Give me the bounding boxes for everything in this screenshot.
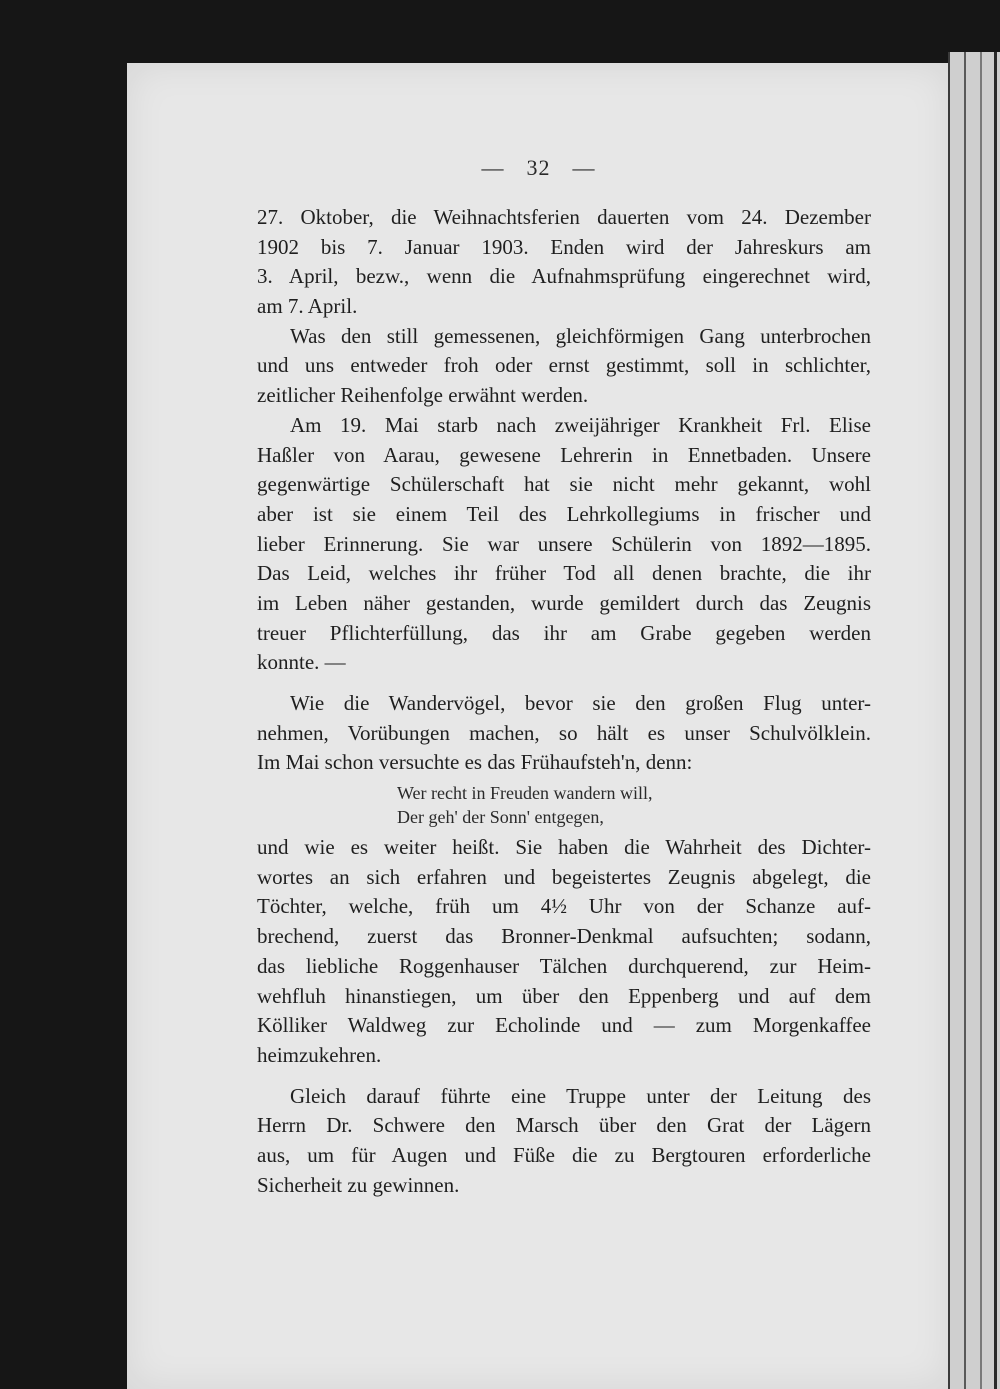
text-line: Im Mai schon versuchte es das Frühaufsteh'n, denn:	[257, 750, 693, 775]
text-line: Töchter, welche, früh um 4½ Uhr von der Schanze auf-	[257, 894, 871, 919]
text-line: nehmen, Vorübungen machen, so hält es unser Schulvölklein.	[257, 720, 871, 745]
text-line: Das Leid, welches ihr früher Tod all denen brachte, die ihr	[257, 561, 871, 586]
paragraph	[257, 1082, 871, 1201]
text-line: und uns entweder froh oder ernst gestimmt, soll in schlichter,	[257, 353, 871, 378]
text-line: wortes an sich erfahren und begeistertes Zeugnis abgelegt, die	[257, 864, 871, 889]
text-line: Herrn Dr. Schwere den Marsch über den Grat der Lägern	[257, 1113, 871, 1138]
text-line: aus, um für Augen und Füße die zu Bergtouren erforderliche	[257, 1142, 871, 1167]
text-line: treuer Pflichterfüllung, das ihr am Grabe gegeben werden	[257, 620, 871, 645]
text-line: und wie es weiter heißt. Sie haben die Wahrheit des Dichter-	[257, 835, 871, 860]
text-line: 27. Oktober, die Weihnachtsferien dauerten vom 24. Dezember	[257, 205, 871, 229]
text-line: 1902 bis 7. Januar 1903. Enden wird der Jahreskurs am	[257, 234, 871, 259]
page-number: — 32 —	[481, 155, 596, 180]
book-page-edge	[948, 52, 1000, 1389]
text-line: Sicherheit zu gewinnen.	[257, 1172, 460, 1197]
paragraph	[257, 203, 871, 322]
paragraph	[257, 322, 871, 411]
paragraph	[257, 833, 871, 1071]
paragraph	[257, 411, 871, 678]
verse-line: Wer recht in Freuden wandern will,	[397, 783, 653, 804]
text-line: Wie die Wandervögel, bevor sie den großen Flug unter-	[290, 691, 871, 715]
verse-line: Der geh' der Sonn' entgegen,	[397, 807, 604, 828]
text-line: wehfluh hinanstiegen, um über den Eppenberg und auf dem	[257, 983, 871, 1008]
text-line: heimzukehren.	[257, 1042, 382, 1067]
book-page	[127, 63, 950, 1389]
paragraph	[257, 689, 871, 778]
verse-quote	[257, 781, 871, 829]
text-line: Kölliker Waldweg zur Echolinde und — zum Morgenkaffee	[257, 1013, 871, 1038]
text-line: aber ist sie einem Teil des Lehrkollegiums in frischer und	[257, 501, 871, 526]
text-line: konnte. —	[257, 650, 346, 675]
text-line: Am 19. Mai starb nach zweijähriger Krankheit Frl. Elise	[290, 412, 871, 437]
text-line: Was den still gemessenen, gleichförmigen Gang unterbrochen	[290, 323, 871, 348]
body-text	[257, 203, 871, 1200]
text-line: lieber Erinnerung. Sie war unsere Schülerin von 1892—1895.	[257, 531, 871, 556]
text-line: brechend, zuerst das Bronner-Denkmal aufsuchten; sodann,	[257, 924, 871, 949]
text-line: das liebliche Roggenhauser Tälchen durchquerend, zur Heim-	[257, 953, 871, 978]
text-line: Haßler von Aarau, gewesene Lehrerin in Ennetbaden. Unsere	[257, 442, 871, 467]
text-line: zeitlicher Reihenfolge erwähnt werden.	[257, 383, 589, 408]
text-line: 3. April, bezw., wenn die Aufnahmsprüfung eingerechnet wird,	[257, 264, 871, 289]
text-line: im Leben näher gestanden, wurde gemildert durch das Zeugnis	[257, 590, 871, 615]
text-line: am 7. April.	[257, 294, 358, 319]
text-line: Gleich darauf führte eine Truppe unter der Leitung des	[290, 1083, 871, 1108]
text-line: gegenwärtige Schülerschaft hat sie nicht mehr gekannt, wohl	[257, 472, 871, 497]
